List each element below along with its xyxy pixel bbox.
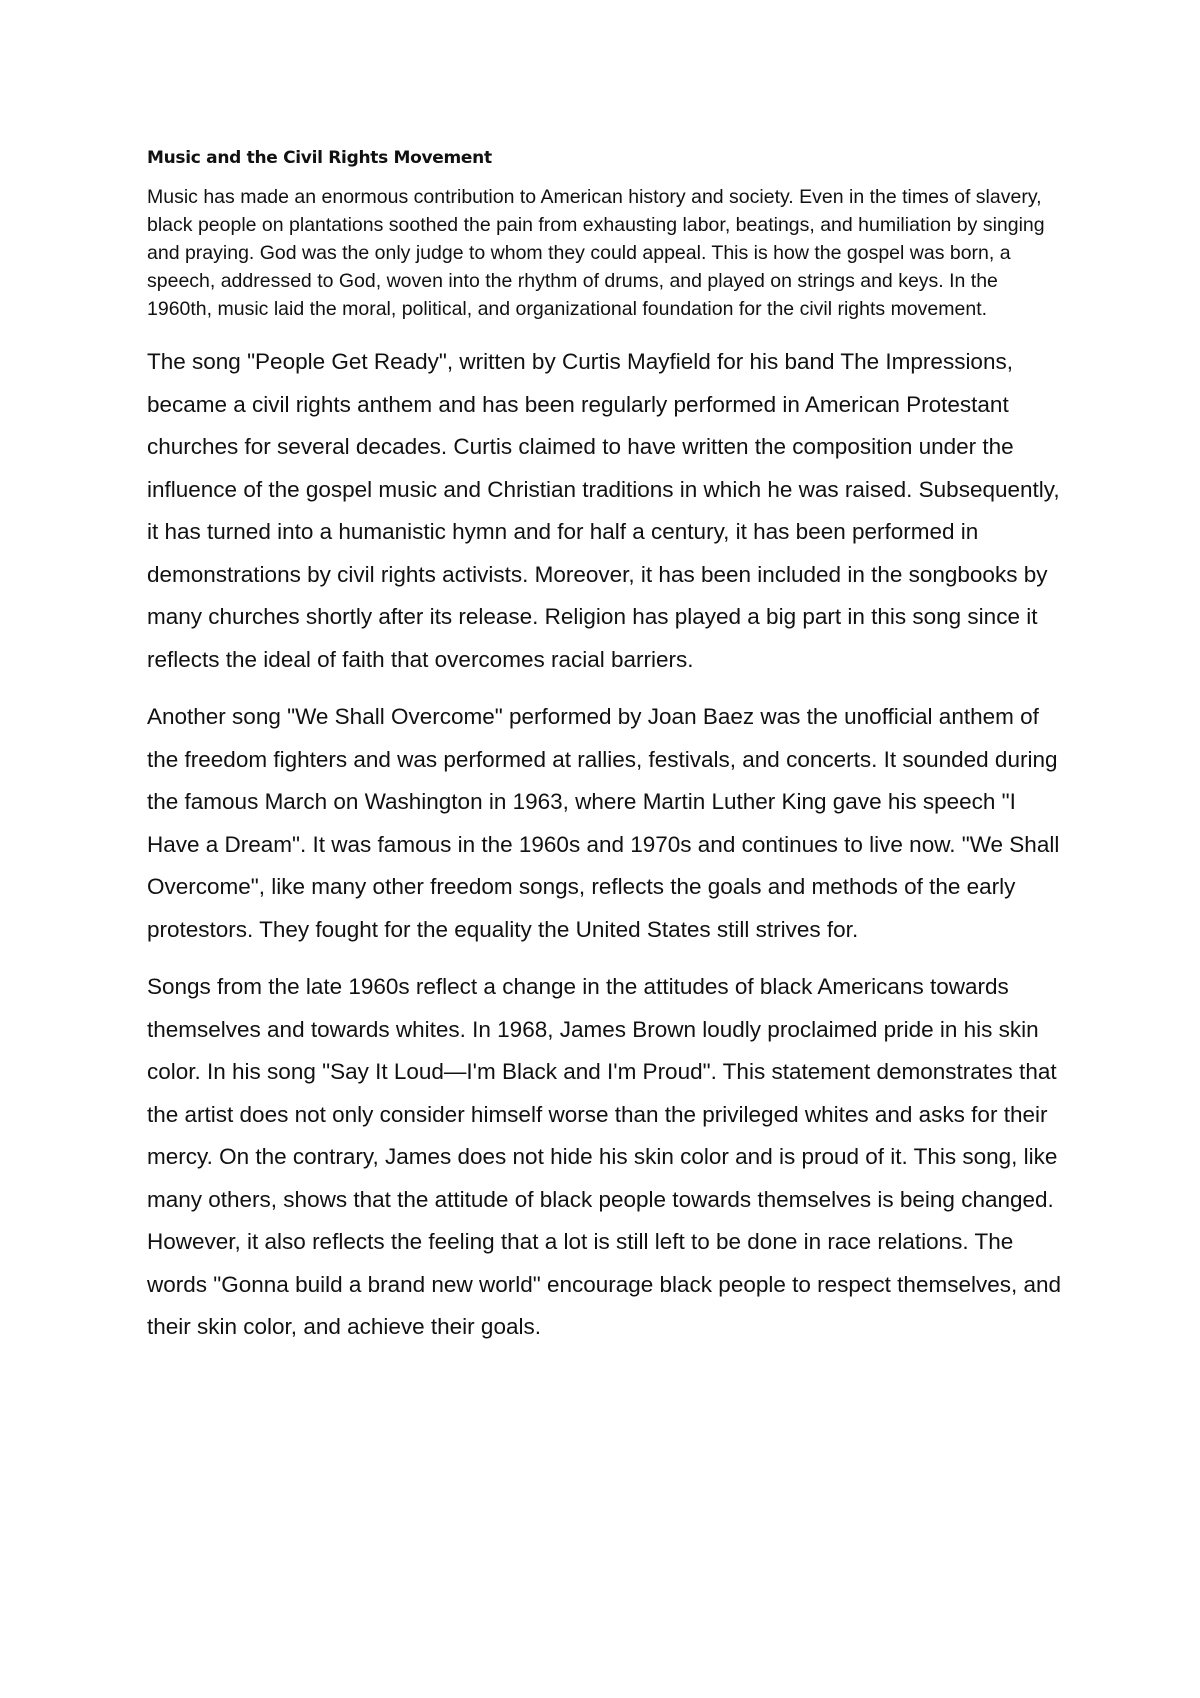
document-title: Music and the Civil Rights Movement bbox=[147, 148, 492, 168]
document-body bbox=[147, 147, 1067, 1364]
paragraph-we-shall-overcome: Another song "We Shall Overcome" performed by Joan Baez was the unofficial anthem of the freedom fighters and was performed at rallies, festivals, and concerts. It sounded during the famous March on Washington in 1963, where Martin Luther King gave his speech "I Have a Dream". It was famous in the 1960s and 1970s and continues to live now. "We Shall Overcome", like many other freedom songs, reflects the goals and methods of the early protestors. They fought for the equality the United States still strives for. bbox=[147, 704, 1060, 942]
paragraph-people-get-ready: The song "People Get Ready", written by Curtis Mayfield for his band The Impressions, became a civil rights anthem and has been regularly performed in American Protestant churches for several decades. Curtis claimed to have written the composition under the influence of the gospel music and Christian traditions in which he was raised. Subsequently, it has turned into a humanistic hymn and for half a century, it has been performed in demonstrations by civil rights activists. Moreover, it has been included in the songbooks by many churches shortly after its release. Religion has played a big part in this song since it reflects the ideal of faith that overcomes racial barriers. bbox=[147, 349, 1060, 672]
paragraph-say-it-loud: Songs from the late 1960s reflect a change in the attitudes of black Americans towards themselves and towards whites. In 1968, James Brown loudly proclaimed pride in his skin color. In his song "Say It Loud—I'm Black and I'm Proud". This statement demonstrates that the artist does not only consider himself worse than the privileged whites and asks for their mercy. On the contrary, James does not hide his skin color and is proud of it. This song, like many others, shows that the attitude of black people towards themselves is being changed. However, it also reflects the feeling that a lot is still left to be done in race relations. The words "Gonna build a brand new world" encourage black people to respect themselves, and their skin color, and achieve their goals. bbox=[147, 974, 1062, 1339]
intro-paragraph: Music has made an enormous contribution to American history and society. Even in the times of slavery, black people on plantations soothed the pain from exhausting labor, beatings, and humiliation by singing and praying. God was the only judge to whom they could appeal. This is how the gospel was born, a speech, addressed to God, woven into the rhythm of drums, and played on strings and keys. In the 1960th, music laid the moral, political, and organizational foundation for the civil rights movement. bbox=[147, 186, 1045, 320]
